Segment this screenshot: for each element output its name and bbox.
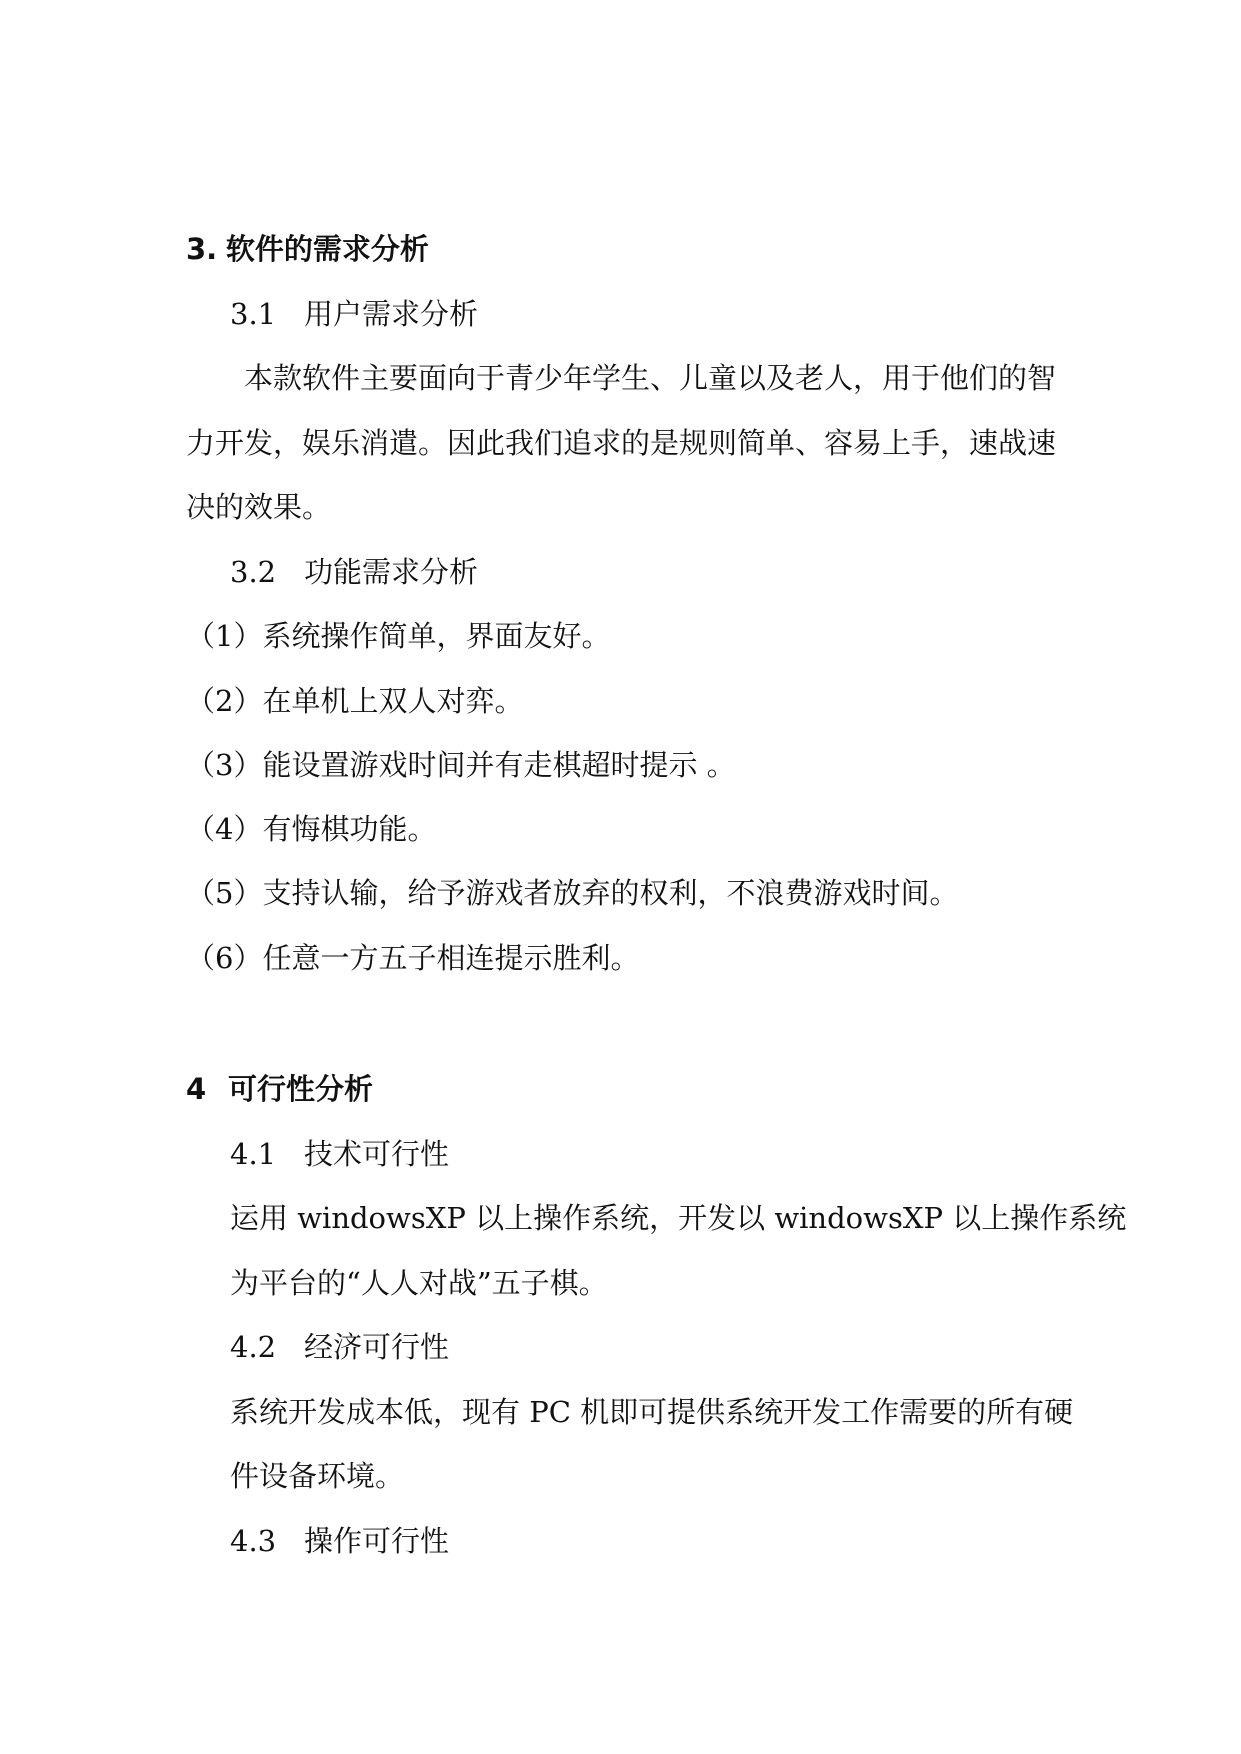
list-item: （5）支持认输，给予游戏者放弃的权利，不浪费游戏时间。 xyxy=(186,876,959,910)
list-item: （1）系统操作简单，界面友好。 xyxy=(186,619,611,653)
subsection-4-2-heading xyxy=(230,1327,449,1367)
subsection-4-3-number: 4.3 xyxy=(230,1524,277,1558)
paragraph-line: 件设备环境。 xyxy=(230,1459,405,1493)
subsection-4-2-title: 经济可行性 xyxy=(304,1330,450,1364)
list-item: （3）能设置游戏时间并有走棋超时提示 。 xyxy=(186,748,736,782)
subsection-3-1-title: 用户需求分析 xyxy=(304,297,479,331)
subsection-4-1-heading xyxy=(230,1134,449,1174)
subsection-4-2-number: 4.2 xyxy=(230,1330,277,1364)
subsection-3-2-title: 功能需求分析 xyxy=(304,555,479,589)
subsection-3-1-heading xyxy=(230,294,478,334)
subsection-3-2-number: 3.2 xyxy=(230,555,277,589)
paragraph-line: 决的效果。 xyxy=(186,490,332,524)
subsection-4-3-title: 操作可行性 xyxy=(304,1524,450,1558)
section-4-heading xyxy=(186,1069,373,1109)
subsection-3-2-heading xyxy=(230,552,478,592)
subsection-3-1-number: 3.1 xyxy=(230,297,277,331)
section-4-number: 4 xyxy=(186,1072,207,1106)
subsection-4-1-title: 技术可行性 xyxy=(304,1137,450,1171)
subsection-4-1-number: 4.1 xyxy=(230,1137,277,1171)
list-item: （6）任意一方五子相连提示胜利。 xyxy=(186,941,640,975)
section-3-number: 3. xyxy=(186,232,218,266)
list-item: （4）有悔棋功能。 xyxy=(186,812,437,846)
list-item: （2）在单机上双人对弈。 xyxy=(186,684,524,718)
paragraph-line: 力开发，娱乐消遣。因此我们追求的是规则简单、容易上手，速战速 xyxy=(186,426,1057,460)
paragraph-line: 运用 windowsXP 以上操作系统，开发以 windowsXP 以上操作系统 xyxy=(230,1201,1127,1235)
paragraph-line: 系统开发成本低，现有 PC 机即可提供系统开发工作需要的所有硬 xyxy=(230,1395,1074,1429)
section-4-title: 可行性分析 xyxy=(228,1072,374,1106)
paragraph-line: 本款软件主要面向于青少年学生、儿童以及老人，用于他们的智 xyxy=(244,361,1057,395)
section-3-heading xyxy=(186,229,429,269)
subsection-4-3-heading xyxy=(230,1521,449,1561)
paragraph-line: 为平台的“人人对战”五子棋。 xyxy=(230,1266,608,1300)
section-3-title: 软件的需求分析 xyxy=(225,232,429,266)
